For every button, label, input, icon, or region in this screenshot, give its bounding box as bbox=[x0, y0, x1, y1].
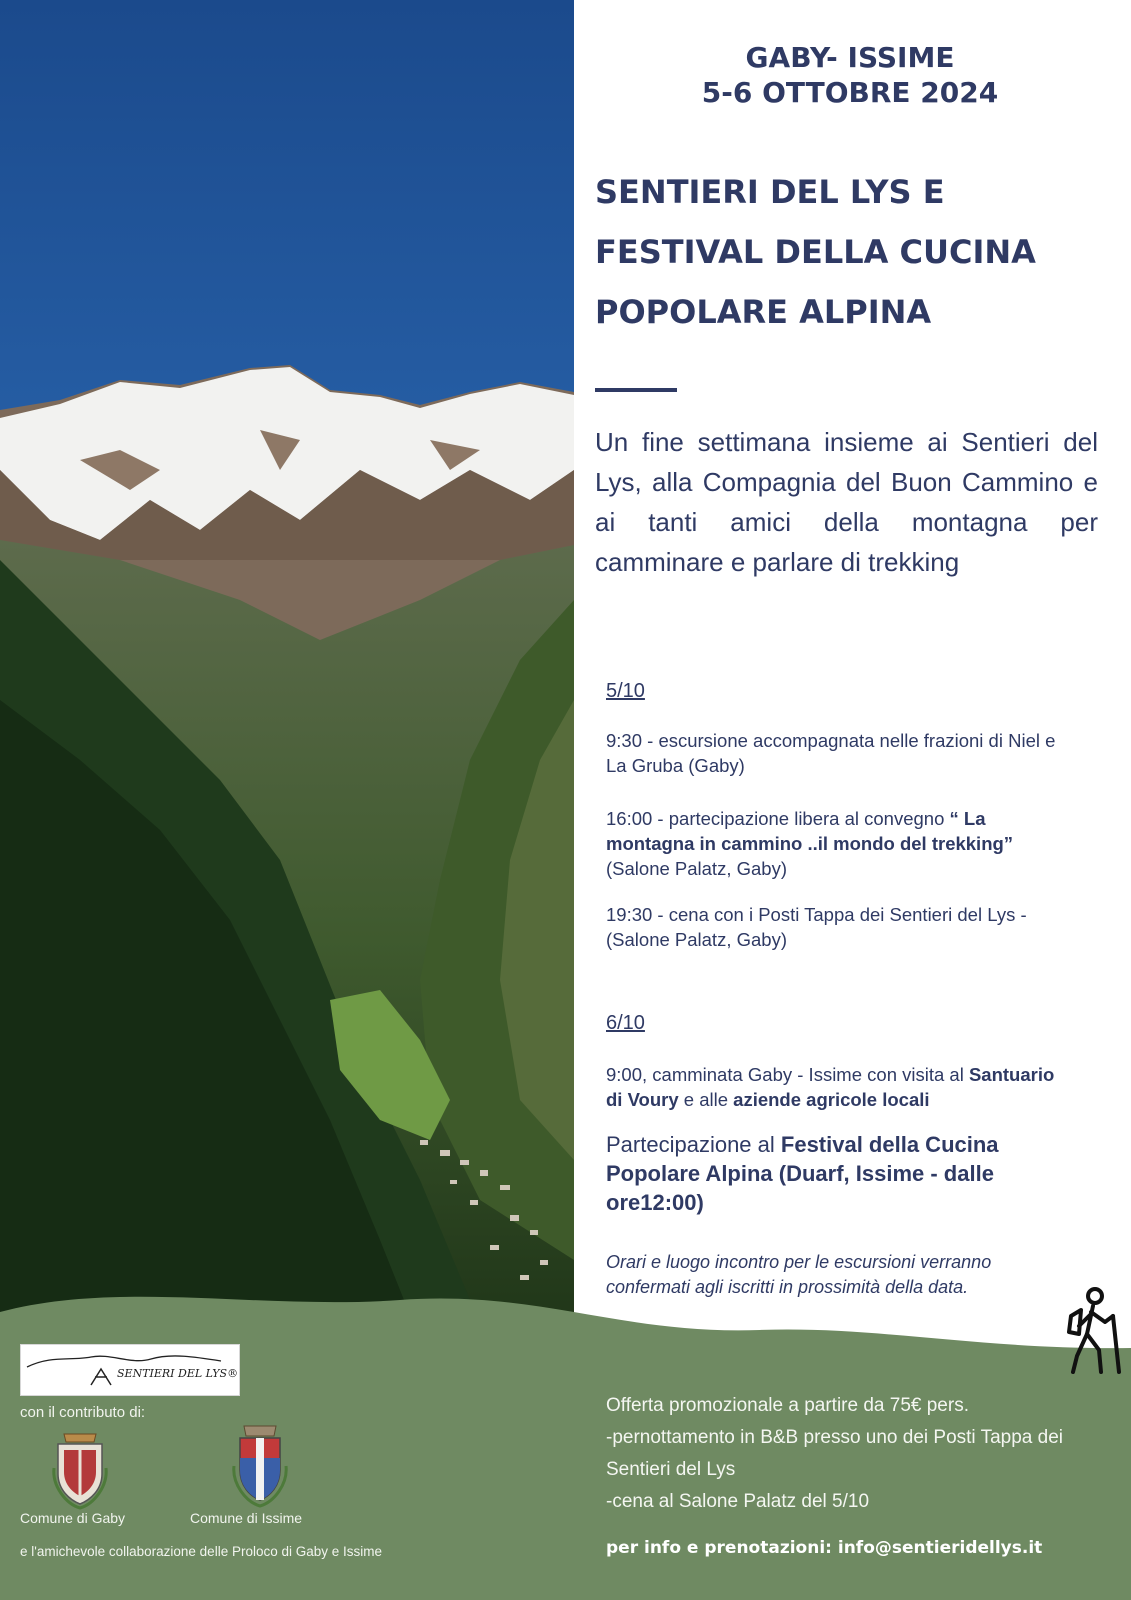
festival-name: Festival della Cucina Popolare Alpina (Duarf, Issime - dalle ore12:00) bbox=[606, 1132, 999, 1215]
title-divider bbox=[595, 388, 677, 392]
logo-text: SENTIERI DEL LYS® bbox=[117, 1367, 239, 1380]
event-location: GABY- ISSIME bbox=[745, 41, 955, 74]
schedule-item: 19:30 - cena con i Posti Tappa dei Sentieri del Lys - (Salone Palatz, Gaby) bbox=[606, 904, 1027, 950]
schedule-note: Orari e luogo incontro per le escursioni verranno confermati agli iscritti in prossimità della data. bbox=[606, 1252, 992, 1297]
contact-info[interactable]: per info e prenotazioni: info@sentieridellys.it bbox=[606, 1538, 1043, 1558]
schedule-text: 16:00 - partecipazione libera al convegno bbox=[606, 808, 950, 829]
farms-name: aziende agricole locali bbox=[733, 1089, 930, 1110]
event-title-line-1: SENTIERI DEL LYS E bbox=[595, 173, 945, 211]
event-title-line-2: FESTIVAL DELLA CUCINA bbox=[595, 233, 1036, 271]
mountain-valley-photo bbox=[0, 0, 574, 1340]
schedule-text: e alle bbox=[678, 1089, 734, 1110]
event-dates: 5-6 OTTOBRE 2024 bbox=[701, 76, 999, 109]
schedule-item bbox=[606, 806, 1046, 881]
issime-crest bbox=[228, 1422, 292, 1510]
collaboration-text: e l'amichevole collaborazione delle Proloco di Gaby e Issime bbox=[20, 1544, 383, 1559]
festival-text: Partecipazione al bbox=[606, 1132, 781, 1157]
intro-paragraph: Un fine settimana insieme ai Sentieri del Lys, alla Compagnia del Buon Cammino e ai tanti amici della montagna per camminare e parlare di trekking bbox=[595, 427, 1098, 577]
offer-price: Offerta promozionale a partire da 75€ pers. bbox=[606, 1395, 969, 1416]
event-dates-header bbox=[600, 40, 1100, 110]
sanctuary-name: Santuario di Voury bbox=[606, 1064, 1055, 1110]
schedule-text: (Salone Palatz, Gaby) bbox=[606, 858, 787, 879]
conference-title: “ La montagna in cammino ..il mondo del trekking” bbox=[606, 808, 1014, 854]
schedule-item bbox=[606, 1062, 1056, 1112]
schedule-text: 9:00, camminata Gaby - Issime con visita al bbox=[606, 1064, 969, 1085]
schedule-item: 9:30 - escursione accompagnata nelle frazioni di Niel e La Gruba (Gaby) bbox=[606, 730, 1056, 776]
day-label-6-10: 6/10 bbox=[606, 1012, 645, 1034]
festival-participation bbox=[606, 1130, 1076, 1217]
event-title-line-3: POPOLARE ALPINA bbox=[595, 293, 932, 331]
issime-label: Comune di Issime bbox=[190, 1510, 303, 1526]
hiker-icon bbox=[1055, 1286, 1125, 1376]
day-label-5-10: 5/10 bbox=[606, 680, 645, 702]
promotional-offer bbox=[606, 1390, 1126, 1518]
offer-lodging: -pernottamento in B&B presso uno dei Posti Tappa dei Sentieri del Lys bbox=[606, 1427, 1063, 1480]
contribution-label: con il contributo di: bbox=[20, 1404, 146, 1421]
offer-dinner: -cena al Salone Palatz del 5/10 bbox=[606, 1491, 870, 1512]
gaby-crest bbox=[50, 1428, 110, 1510]
gaby-label: Comune di Gaby bbox=[20, 1510, 126, 1526]
event-title bbox=[595, 162, 1120, 342]
sentieri-del-lys-logo bbox=[20, 1344, 240, 1396]
